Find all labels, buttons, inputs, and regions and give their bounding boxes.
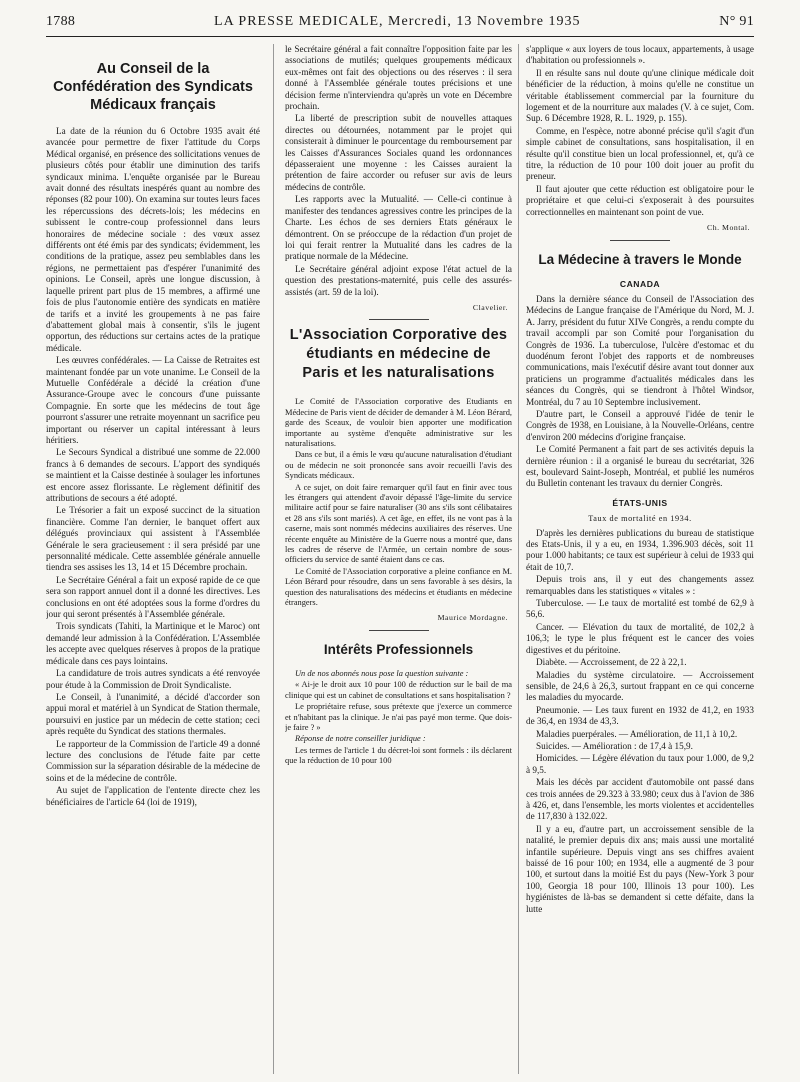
paragraph: Dans ce but, il a émis le vœu qu'aucune naturalisation d'étudiant ou de médecin ne soit prononcée sans avoir recueilli l'avis des Syndicats médicaux. [285,450,512,481]
paragraph: Cancer. — Elévation du taux de mortalité, de 102,2 à 106,3; le type le plus fréquent est le cancer des voies digestives et du péritoine. [526,621,754,655]
paragraph: Les rapports avec la Mutualité. — Celle-ci continue à manifester des tendances agressives contre les principes de la Charte. Les échos de ses derniers Etats généraux le démontrent. On se préoccupe de la rédaction d'un projet de loi qui ferait rentrer la Mutualité dans les cadres de la pratique normale de la Médecine. [285,194,512,262]
paragraph: Il en résulte sans nul doute qu'une clinique médicale doit bénéficier de la réduction, à moins qu'elle ne constitue un véritable établissement commercial par la fourniture du logement et de la nourriture aux malades (V. à ce sujet, Com. Sup. 6 Décembre 1928, R. L. 1929, p. 155). [526,67,754,124]
paragraph: Le Secours Syndical a distribué une somme de 22.000 francs à 6 demandes de secours. L'apport des syndiqués se maintient et la Caisse destinée à soulager les infortunes est encore assez florissante. Le règlement définitif des attributions de secours a été adopté. [46,447,260,503]
paragraph: Le Comité Permanent a fait part de ses activités depuis la dernière réunion : il a organisé le bureau du secrétariat, 326 est, boulevard Saint-Joseph, Montréal, et publié les numéros du Bulletin contenant les travaux du dernier Congrès. [526,444,754,489]
paragraph: Le Conseil, à l'unanimité, a décidé d'accorder son appui moral et matériel à un Syndicat de Station thermale, poursuivi en justice par un médecin de cette station; ceci après requête du Syndicat des stations thermales. [46,691,260,737]
paragraph: Les œuvres confédérales. — La Caisse de Retraites est maintenant fondée par un vote unanime. Le Conseil de la Mutuelle Confédérale a décidé la création d'une Assurance-Groupe avec le concours d'une puissante Compagnie. En sorte que les médecins de tout âge pourront s'assurer une retraite moyennant un sacrifice peu important ou réserver un capital intéressant à leurs héritiers. [46,355,260,445]
column-3 [526,44,754,1074]
paragraph: « Ai-je le droit aux 10 pour 100 de réduction sur le bail de ma clinique qui est un cabinet de consultations et sans hospitalisation ? [285,680,512,700]
question-intro: Un de nos abonnés nous pose la question suivante : [295,668,469,678]
article-title-interets: Intérêts Professionnels [323,641,474,657]
paragraph: Il faut ajouter que cette réduction est obligatoire pour le propriétaire et que celui-ci s'exposerait à des poursuites correctionnelles en maintenant son point de vue. [526,183,754,217]
article-title-confederation: Au Conseil de la Confédération des Syndicats Médicaux français [53,61,253,113]
paragraph: Au sujet de l'application de l'entente directe chez les bénéficiaires de l'article 64 (loi de 1919), [46,785,260,807]
paragraph: Tuberculose. — Le taux de mortalité est tombé de 62,9 à 56,6. [526,598,754,620]
paragraph: La liberté de prescription subit de nouvelles attaques directes ou détournées, notamment par le projet qui consisterait à diminuer le pourcentage du remboursement par les Caisses d'Assurances Sociales quand les ordonnances dépasseraient une moyenne : les Caisses auraient la prétention de faire accorder ou refuser sur avis de leurs médecins de contrôle. [285,113,512,192]
journal-line [75,14,719,30]
paragraph: D'après les dernières publications du bureau de statistique des Etats-Unis, il y a eu, en 1934, 1.396.903 décès, soit 11 pour 1.000 habitants; ce taux est supérieur à celui de 1933 qui était de 10,7. [526,527,754,572]
column-1 [46,44,260,1074]
article-title-monde: La Médecine à travers le Monde [538,251,742,267]
paragraph: Mais les décès par accident d'automobile ont passé dans ces trois années de 29.323 à 33.980; ceux dus à l'avion de 386 à 426, et, dans l'ensemble, les morts violentes et accidentelles de 117,830 à 132.022. [526,777,754,822]
signature-montal: Ch. Montal. [707,223,750,233]
paragraph: Le Secrétaire général adjoint expose l'état actuel de la question des prestations-maternité, puis celle des assurés-assistés (art. 59 de la loi). [285,263,512,297]
paragraph: Le Comité de l'Association corporative des Etudiants en Médecine de Paris vient de décider de demander à M. Léon Bérard, garde des Sceaux, de vouloir bien apporter une modification importante au système d'enquête administrative sur les naturalisations. [285,397,512,448]
section-subheading-mortalite: Taux de mortalité en 1934. [588,514,692,524]
paragraph: Le Secrétaire Général a fait un exposé rapide de ce que sera son rapport annuel dont il a donné les directives. Les conclusions en ont été adoptées sous la forme d'ordres du jour qui seront présentés à l'Assemblée générale. [46,574,260,620]
section-rule [610,240,670,241]
section-rule [369,319,429,320]
paragraph: Le propriétaire refuse, sous prétexte que j'exerce un commerce et n'habitant pas la clinique. Je n'ai pas payé mon terme. Que dois-je faire ? » [285,702,512,732]
paragraph: Maladies du système circulatoire. — Accroissement sensible, de 24,6 à 26,3, surtout frappant en ce qui concerne les maladies du myocarde. [526,669,754,703]
page-number: 1788 [46,14,76,29]
paragraph: Depuis trois ans, il y eut des changements assez remarquables dans les statistiques « vitales » : [526,574,754,596]
column-divider [273,44,274,1074]
section-heading-usa: ÉTATS-UNIS [612,497,668,508]
paragraph: La date de la réunion du 6 Octobre 1935 avait été avancée pour permettre de fixer l'attitude du Corps Médical organisé, en présence des sollicitations venues de plusieurs côtés pour établir une diminution des tarifs syndicaux minima. L'enquête organisée par le Bureau avait donné des résultats inespérés quant au nombre des réponses (82 pour 100). On examina sur toutes leurs faces les répercussions des décrets-lois; les médecins en subissent le contre-coup professionnel dans leurs honoraires de médecine sociale : des vœux assez différents ont été émis par des syndicats; évidemment, les conditions de la pratique, assez peu semblables dans les régions, ne permettaient pas d'espérer l'unanimité des opinions. Le Conseil, après une longue discussion, à laquelle prirent part plus de 15 membres, a affirmé une fois de plus l'autonomie entière des syndicats en matière de tarifs et a invité les groupements à ne pas faire d'abattement global mais à consentir, s'ils le jugent opportun, des réductions sur certains actes de la pratique médicale. [46,126,260,353]
paragraph: Suicides. — Amélioration : de 17,4 à 15,9. [536,740,693,751]
section-rule [369,630,429,631]
paragraph: D'autre part, le Conseil a approuvé l'idée de tenir le Congrès de 1938, en Louisiane, à la Nouvelle-Orléans, centre d'environ 200 médecins d'origine française. [526,408,754,442]
paragraph: Diabète. — Accroissement, de 22 à 22,1. [536,657,687,668]
signature-mordagne: Maurice Mordagne. [437,613,508,623]
article-title-association: L'Association Corporative des étudiants en médecine de Paris et les naturalisations [289,327,508,382]
page-header [46,14,754,34]
paragraph: Comme, en l'espèce, notre abonné précise qu'il s'agit d'un simple cabinet de consultations, sans hospitalisation, il en résulte qu'il constitue bien un local professionnel, et, qu'à ce titre, la réduction de 10 pour 100 doit jouer au profit du preneur. [526,125,754,182]
issue-number: N° 91 [719,14,754,29]
column-2 [285,44,512,1074]
paragraph: Les termes de l'article 1 du décret-loi sont formels : ils déclarent que la réduction de 10 pour 100 [285,745,512,766]
paragraph: Maladies puerpérales. — Amélioration, de 11,1 à 10,2. [536,728,738,739]
column-divider [518,44,519,1074]
paragraph: Le rapporteur de la Commission de l'article 49 a donné lecture des conclusions de l'étude faite par cette Commission sur la séparation désirable de la médecine de soins et de la médecine de contrôle. [46,738,260,783]
paragraph: Homicides. — Légère élévation du taux pour 1.000, de 9,2 à 9,5. [526,753,754,775]
paragraph: La candidature de trois autres syndicats a été renvoyée pour étude à la Commission de Droit Syndicaliste. [46,668,260,690]
paragraph: s'applique « aux loyers de tous locaux, appartements, à usage d'habitation ou professionnels ». [526,44,754,66]
signature-clavelier: Clavelier. [472,302,508,312]
paragraph: Dans la dernière séance du Conseil de l'Association des Médecins de Langue française de l'Amérique du Nord, M. J. A. Jarry, président du futur XIVe Congrès, a rendu compte du travail accompli par son Comité pour l'organisation du Congrès de 1936. La tuberculose, l'ulcère d'estomac et du duodénum feront l'objet des rapports et de nombreuses communications, mais l'exécutif désire avant tout donner aux praticiens un programme d'actualités médicales dans les séances du Congrès, qui se tiendront à l'hôtel Windsor, Montréal, du 7 au 10 Septembre inclusivement. [526,293,754,407]
paragraph: Il y a eu, d'autre part, un accroissement sensible de la natalité, le premier depuis dix ans; mais aussi une mortalité infantile supérieure. Depuis vingt ans ses chiffres avaient baissé de 16 pour 100; en 1934, elle a augmenté de 3 pour 100, et surtout dans la moitié Est du pays (New-York 3 pour 100, Georgia 18 pour 100, Illinois 13 pour 100). Les hygiénistes de là-bas se demandent si cette défaite, dans la lutte [526,823,754,914]
paragraph: Le Trésorier a fait un exposé succinct de la situation financière. Comme l'an dernier, le banquet offert aux délégués provinciaux qui assistent à l'Assemblée Générale le sera gracieusement : il sera présidé par une personnalité médicale. Cette assemblée générale annuelle tiendra ses assises les 13, 14 et 15 Décembre prochain. [46,505,260,573]
paragraph: A ce sujet, on doit faire remarquer qu'il faut en finir avec tous les étrangers qui attendent d'avoir dépassé l'âge-limite du service militaire actif pour se faire naturaliser (30 ans s'ils sont célibataires et 28 ans s'ils sont mariés). A cet âge, en effet, ils ne vont pas à la caserne, mais sont nommés médecins auxiliaires des réserves. Une récente enquête au Ministère de la Guerre nous a montré que, dans les cadres de réserve de l'Armée, un certain nombre de sous-officiers du service de santé étaient dans ce cas. [285,482,512,565]
journal-title: LA PRESSE MEDICALE, [214,14,384,29]
paragraph: le Secrétaire général a fait connaître l'opposition faite par les associations de mutilés; quelques groupements médicaux eux-mêmes ont fait des objections ou des réserves : il sera donné à l'Assemblée générale toutes précisions et une décision ferme n'interviendra qu'après un vote en Décembre prochain. [285,44,512,112]
issue-date: Mercredi, 13 Novembre 1935 [388,14,581,29]
section-heading-canada: CANADA [619,278,661,289]
paragraph: Trois syndicats (Tahiti, la Martinique et le Maroc) ont demandé leur admission à la Confédération. L'Assemblée les accepte avec quelques réserves à propos de la pratique médicale dans ces pays lointains. [46,621,260,666]
header-rule [46,36,754,37]
answer-intro: Réponse de notre conseiller juridique : [295,734,426,744]
paragraph: Le Comité de l'Association corporative a pleine confiance en M. Léon Bérard pour résoudre, dans un sens favorable à ses désirs, la question des naturalisations des médecins et étudiants en médecine étrangers. [285,566,512,608]
paragraph: Pneumonie. — Les taux furent en 1932 de 41,2, en 1933 de 36,4, en 1934 de 43,3. [526,704,754,727]
